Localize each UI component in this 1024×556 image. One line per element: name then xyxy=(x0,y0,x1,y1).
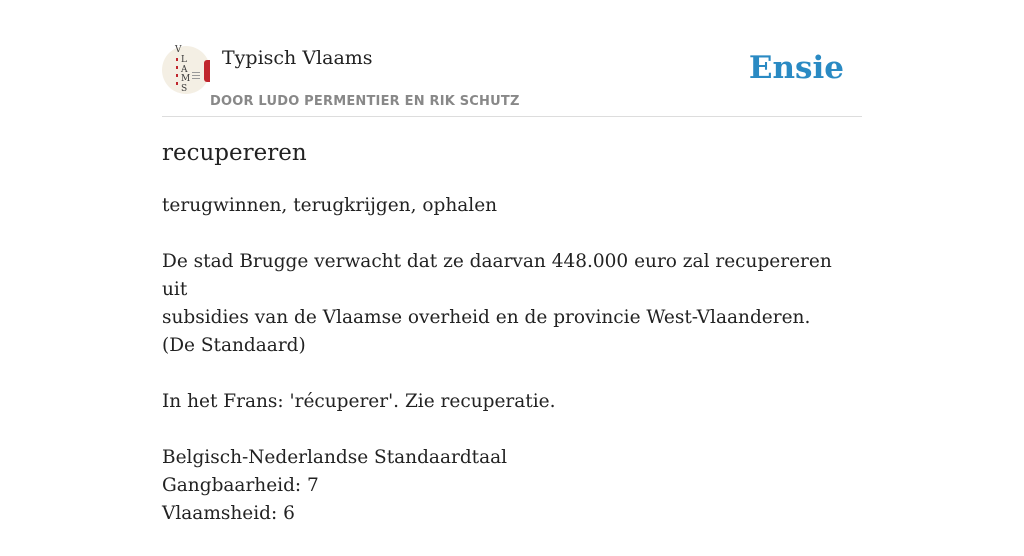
entry-category: Belgisch-Nederlandse Standaardtaal xyxy=(162,447,508,468)
avatar-letter: V xyxy=(175,45,182,55)
example-line: subsidies van de Vlaamse overheid en de provincie West-Vlaanderen. xyxy=(162,307,811,328)
related-link[interactable]: recuperatie xyxy=(440,391,550,412)
avatar-mark xyxy=(176,66,178,69)
site-title[interactable]: Typisch Vlaams xyxy=(222,47,373,69)
example-source: (De Standaard) xyxy=(162,335,306,356)
note-text: In het Frans: 'récuperer'. Zie xyxy=(162,391,441,412)
byline: DOOR LUDO PERMENTIER EN RIK SCHUTZ xyxy=(210,94,520,109)
entry-meta xyxy=(162,444,862,528)
entry-content xyxy=(162,192,862,556)
avatar-mark xyxy=(192,75,200,76)
avatar-letter: L xyxy=(181,55,187,65)
avatar-letter: S xyxy=(181,84,188,94)
avatar-mark xyxy=(192,72,200,73)
avatar-mark xyxy=(192,78,200,79)
entry-note xyxy=(162,388,862,416)
avatar-letter: M xyxy=(181,74,191,84)
example-line: De stad Brugge verwacht dat ze daarvan 448.000 euro zal recupereren uit xyxy=(162,251,832,300)
avatar-mark xyxy=(176,82,178,85)
brand-logo[interactable]: Ensie xyxy=(748,50,844,86)
avatar-mark xyxy=(204,60,210,82)
avatar-mark xyxy=(176,58,178,61)
note-text-end: . xyxy=(549,391,556,412)
entry-definition: terugwinnen, terugkrijgen, ophalen xyxy=(162,195,498,216)
avatar-mark xyxy=(176,74,178,77)
avatar-letter: A xyxy=(181,65,188,75)
entry-vlaamsheid: Vlaamsheid: 6 xyxy=(162,503,295,524)
entry-example xyxy=(162,248,862,360)
entry-gangbaarheid: Gangbaarheid: 7 xyxy=(162,475,319,496)
avatar[interactable] xyxy=(162,46,210,94)
entry-headword: recupereren xyxy=(162,140,307,166)
site-header xyxy=(162,46,862,117)
